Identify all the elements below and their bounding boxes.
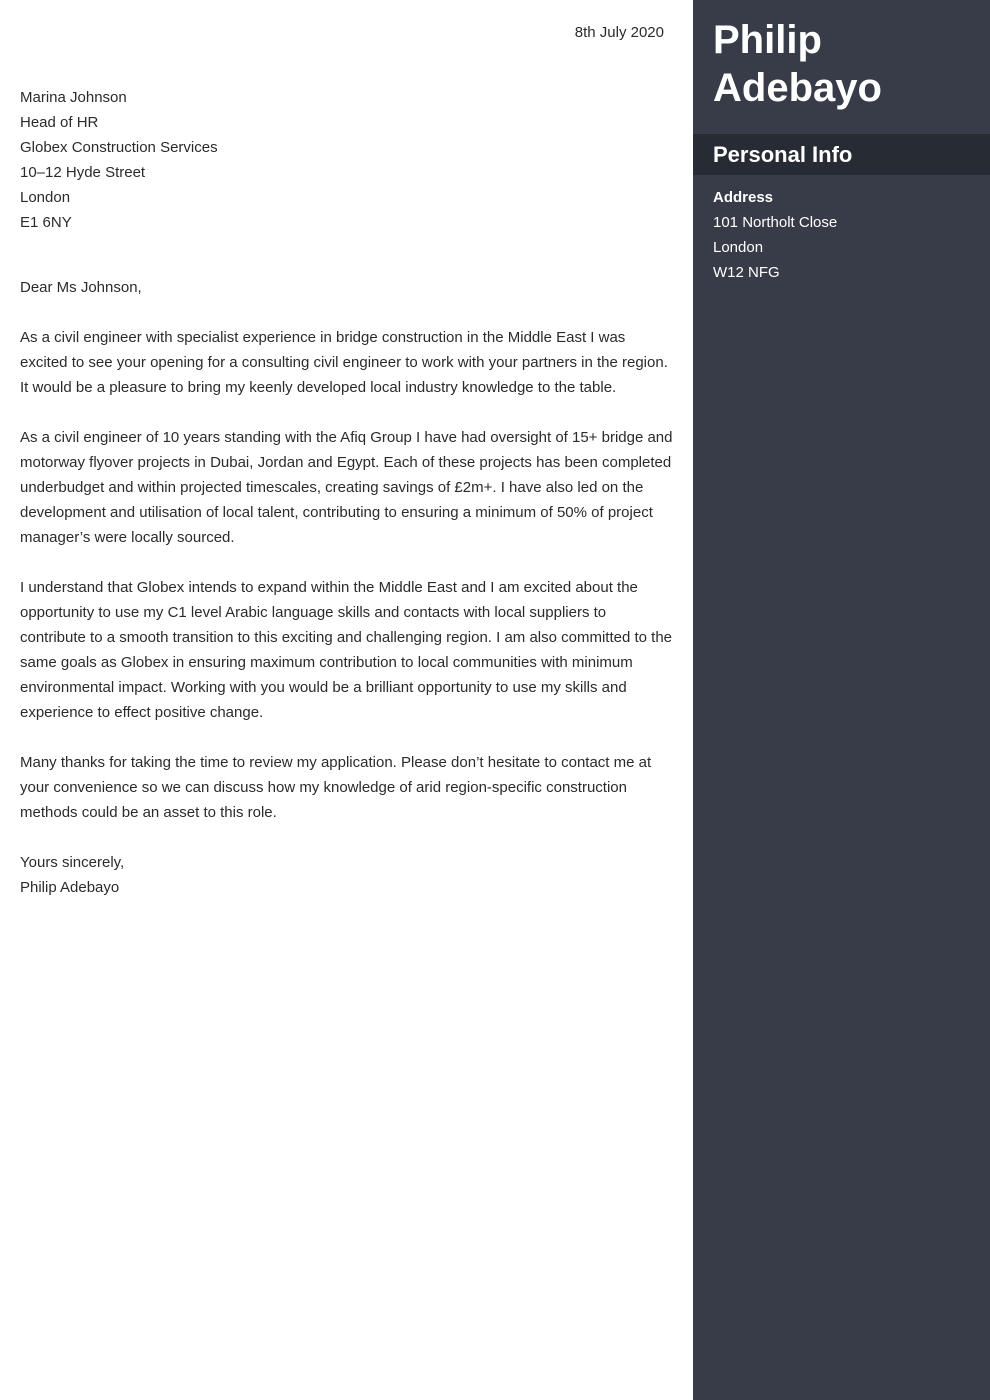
recipient-street: 10–12 Hyde Street bbox=[20, 164, 146, 181]
salutation: Dear Ms Johnson, bbox=[20, 279, 142, 296]
address-street: 101 Northolt Close bbox=[713, 214, 838, 231]
address-label: Address bbox=[713, 189, 774, 206]
recipient-city: London bbox=[20, 189, 71, 206]
signature-name: Philip Adebayo bbox=[20, 879, 120, 896]
letter-body bbox=[20, 325, 676, 850]
applicant-last-name: Adebayo bbox=[713, 66, 882, 110]
body-paragraph: I understand that Globex intends to expand within the Middle East and I am excited about the opportunity to use my C1 level Arabic language skills and contacts with local suppliers to contribute to a smooth transition to this exciting and challenging region. I am also committed to the same goals as Globex in ensuring maximum contribution to local communities with minimum environmental impact. Working with you would be a brilliant opportunity to use my skills and experience to effect positive change. bbox=[20, 579, 673, 721]
applicant-name bbox=[713, 16, 882, 112]
recipient-title: Head of HR bbox=[20, 114, 99, 131]
address-city: London bbox=[713, 239, 764, 256]
sidebar bbox=[693, 0, 990, 1400]
closing-phrase: Yours sincerely, bbox=[20, 854, 125, 871]
address-postcode: W12 NFG bbox=[713, 264, 780, 281]
body-paragraph: As a civil engineer of 10 years standing with the Afiq Group I have had oversight of 15+ bridge and motorway flyover projects in Dubai, Jordan and Egypt. Each of these projects has been completed underbudget and within projected timescales, creating savings of £2m+. I have also led on the development and utilisation of local talent, contributing to ensuring a minimum of 50% of project manager’s were locally sourced. bbox=[20, 429, 673, 546]
recipient-address-block bbox=[20, 85, 218, 235]
closing-block bbox=[20, 850, 124, 900]
letter-date: 8th July 2020 bbox=[574, 24, 664, 41]
recipient-company: Globex Construction Services bbox=[20, 139, 218, 156]
recipient-name: Marina Johnson bbox=[20, 89, 127, 106]
applicant-first-name: Philip bbox=[713, 18, 822, 62]
recipient-postcode: E1 6NY bbox=[20, 214, 72, 231]
personal-info-header bbox=[693, 134, 990, 175]
section-title: Personal Info bbox=[713, 142, 853, 167]
body-paragraph: As a civil engineer with specialist experience in bridge construction in the Middle East I was excited to see your opening for a consulting civil engineer to work with your partners in the region. It would be a pleasure to bring my keenly developed local industry knowledge to the table. bbox=[20, 329, 668, 396]
body-paragraph: Many thanks for taking the time to review my application. Please don’t hesitate to contact me at your convenience so we can discuss how my knowledge of arid region-specific construction methods could be an asset to this role. bbox=[20, 754, 652, 821]
address-block bbox=[713, 185, 837, 285]
